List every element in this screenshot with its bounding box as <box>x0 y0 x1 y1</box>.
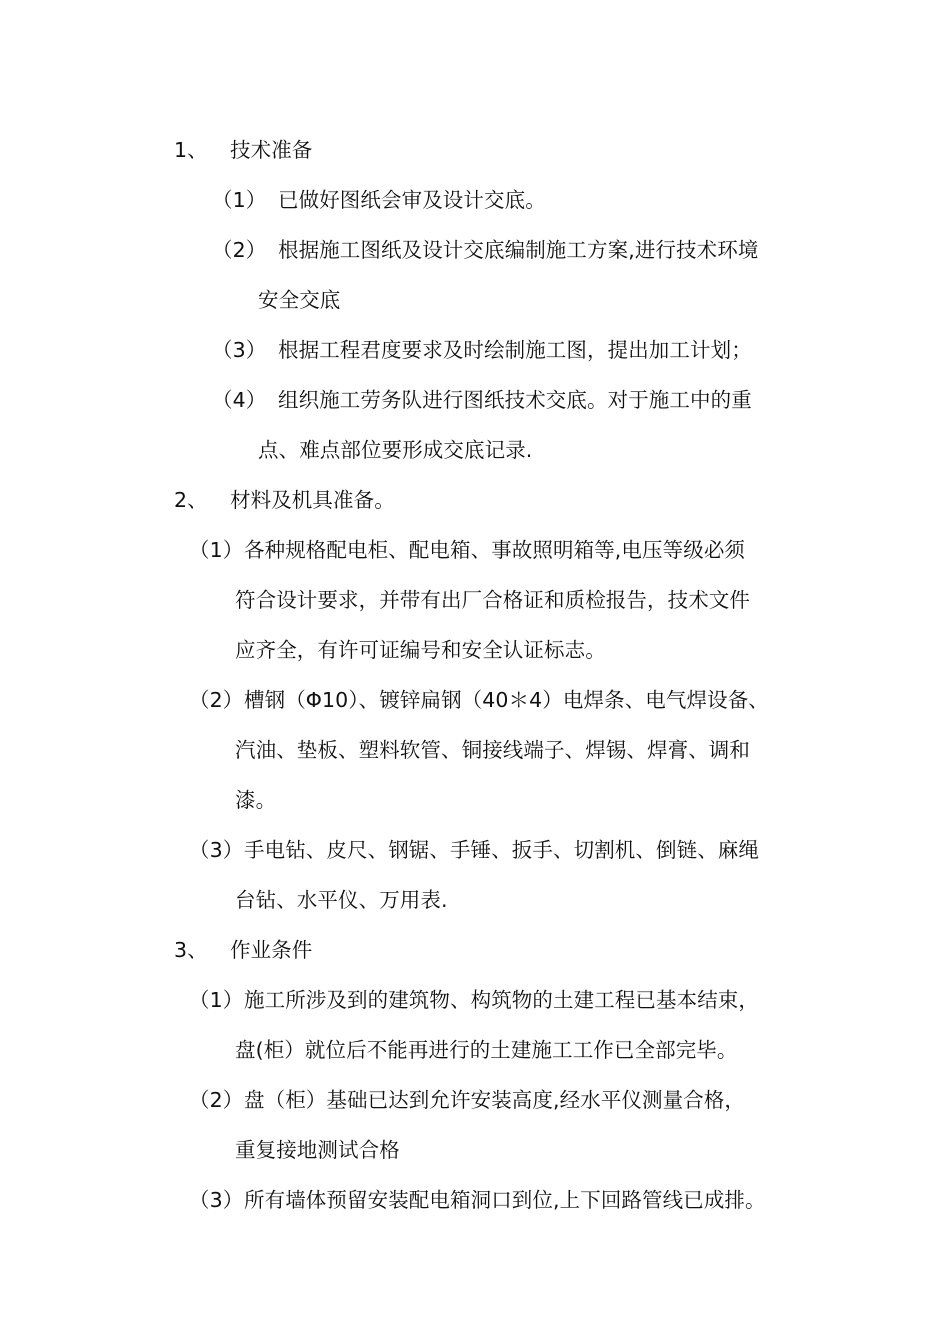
item-text-continuation: 盘(柜）就位后不能再进行的土建施工工作已全部完毕。 <box>235 1038 738 1062</box>
item-text-continuation: 应齐全，有许可证编号和安全认证标志。 <box>235 638 606 662</box>
section-title: 作业条件 <box>230 938 313 962</box>
item-number: （3） <box>212 338 267 362</box>
list-item <box>189 986 759 1014</box>
section-heading <box>174 136 312 164</box>
section-heading <box>174 486 395 514</box>
item-number: （3） <box>189 838 244 862</box>
item-text: 各种规格配电柜、配电箱、事故照明箱等,电压等级必须 <box>244 538 746 562</box>
item-text: 手电钻、皮尺、钢锯、手锤、扳手、切割机、倒链、麻绳 <box>244 838 759 862</box>
list-item <box>189 536 745 564</box>
item-text: 根据工程君度要求及时绘制施工图，提出加工计划； <box>278 338 752 362</box>
section-number: 3、 <box>174 938 208 962</box>
section-title: 技术准备 <box>230 138 313 162</box>
item-text-continuation: 台钻、水平仪、万用表. <box>235 888 448 912</box>
item-number: （3） <box>189 1188 244 1212</box>
list-item <box>189 686 769 714</box>
item-number: （2） <box>189 1088 244 1112</box>
list-item <box>189 1186 766 1214</box>
section-number: 2、 <box>174 488 208 512</box>
item-text: 槽钢（Φ10）、镀锌扁钢（40＊4）电焊条、电气焊设备、 <box>244 688 769 712</box>
item-number: （4） <box>212 388 267 412</box>
list-item <box>189 836 759 864</box>
item-number: （2） <box>212 238 267 262</box>
item-text: 施工所涉及到的建筑物、构筑物的土建工程已基本结束， <box>244 988 759 1012</box>
item-number: （1） <box>189 988 244 1012</box>
item-text: 盘（柜）基础已达到允许安装高度,经水平仪测量合格， <box>244 1088 746 1112</box>
list-item <box>189 1086 745 1114</box>
item-text-continuation: 重复接地测试合格 <box>235 1138 400 1162</box>
item-number: （2） <box>189 688 244 712</box>
list-item <box>212 336 752 364</box>
list-item <box>212 386 752 414</box>
item-text-continuation: 汽油、垫板、塑料软管、铜接线端子、焊锡、焊膏、调和 <box>235 738 750 762</box>
item-text-continuation: 点、难点部位要形成交底记录. <box>258 438 533 462</box>
item-text: 组织施工劳务队进行图纸技术交底。对于施工中的重 <box>278 388 752 412</box>
item-text-continuation: 漆。 <box>235 788 277 812</box>
item-number: （1） <box>212 188 267 212</box>
section-heading <box>174 936 312 964</box>
list-item <box>212 236 758 264</box>
item-text: 已做好图纸会审及设计交底。 <box>278 188 546 212</box>
item-text-continuation: 安全交底 <box>258 288 341 312</box>
item-number: （1） <box>189 538 244 562</box>
item-text: 所有墙体预留安装配电箱洞口到位,上下回路管线已成排。 <box>244 1188 766 1212</box>
section-number: 1、 <box>174 138 208 162</box>
section-title: 材料及机具准备。 <box>230 488 395 512</box>
item-text-continuation: 符合设计要求，并带有出厂合格证和质检报告，技术文件 <box>235 588 750 612</box>
list-item <box>212 186 546 214</box>
item-text: 根据施工图纸及设计交底编制施工方案,进行技术环境 <box>278 238 759 262</box>
